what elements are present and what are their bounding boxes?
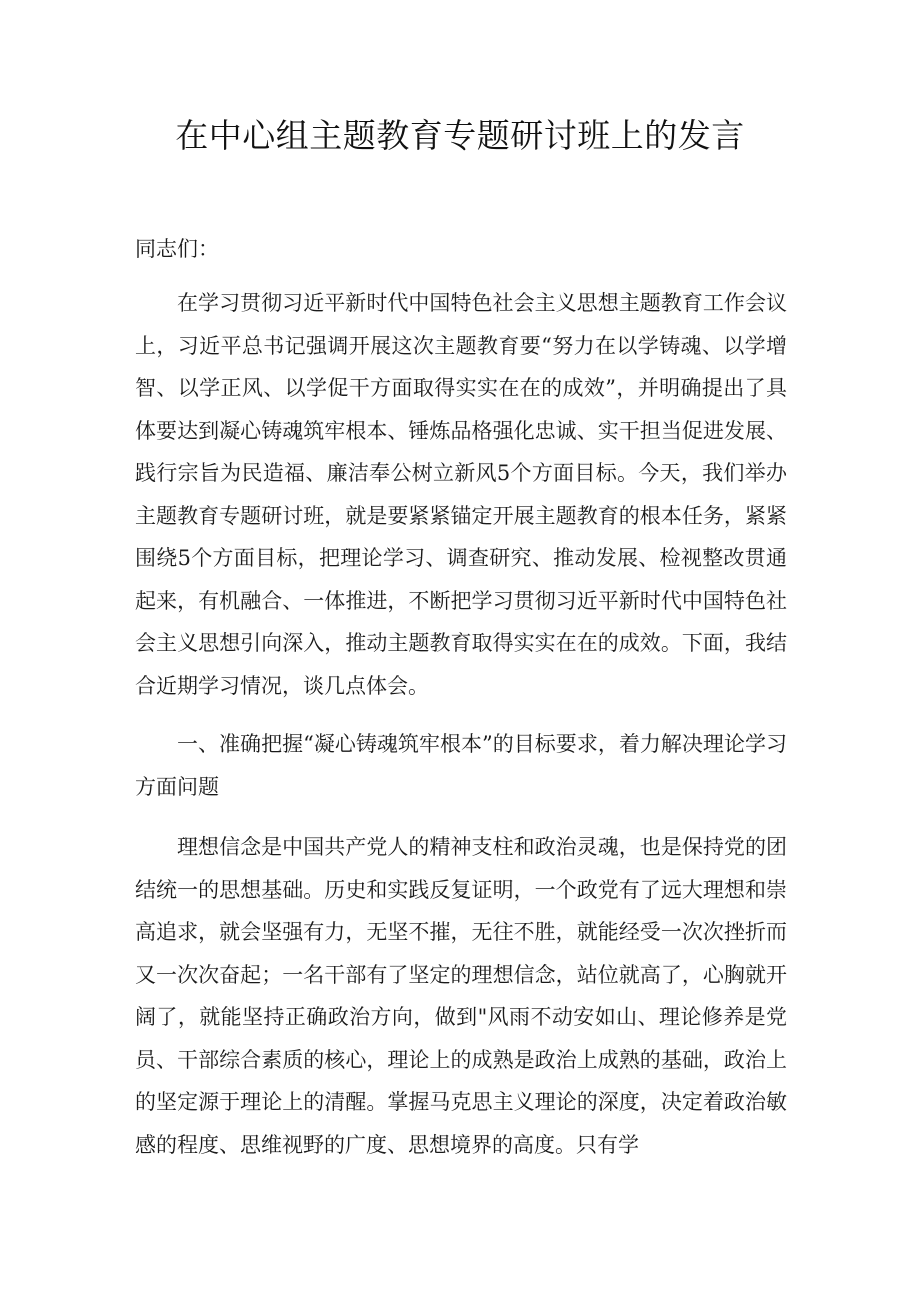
document-title: 在中心组主题教育专题研讨班上的发言 (175, 116, 745, 155)
paragraph-intro: 在学习贯彻习近平新时代中国特色社会主义思想主题教育工作会议上，习近平总书记强调开展这次主题教育要“努力在以学铸魂、以学增智、以学正风、以学促干方面取得实实在在的成效”，并明确提出了具体要达到凝心铸魂筑牢根本、锤炼品格强化忠诚、实干担当促进发展、践行宗旨为民造福、廉洁奉公树立新风5个方面目标。今天，我们举办主题教育专题研讨班，就是要紧紧锚定开展主题教育的根本任务，紧紧围绕5个方面目标，把理论学习、调查研究、推动发展、检视整改贯通起来，有机融合、一体推进，不断把学习贯彻习近平新时代中国特色社会主义思想引向深入，推动主题教育取得实实在在的成效。下面，我结合近期学习情况，谈几点体会。 (135, 291, 787, 698)
paragraph-section-1: 理想信念是中国共产党人的精神支柱和政治灵魂，也是保持党的团结统一的思想基础。历史和实践反复证明，一个政党有了远大理想和崇高追求，就会坚强有力，无坚不摧，无往不胜，就能经受一次次挫折而又一次次奋起；一名干部有了坚定的理想信念，站位就高了，心胸就开阔了，就能坚持正确政治方向，做到"风雨不动安如山、理论修养是党员、干部综合素质的核心，理论上的成熟是政治上成熟的基础，政治上的坚定源于理论上的清醒。掌握马克思主义理论的深度，决定着政治敏感的程度、思维视野的广度、思想境界的高度。只有学 (135, 835, 787, 1157)
greeting: 同志们： (135, 237, 219, 261)
section-heading-1: 一、准确把握“凝心铸魂筑牢根本”的目标要求，着力解决理论学习方面问题 (135, 732, 787, 799)
